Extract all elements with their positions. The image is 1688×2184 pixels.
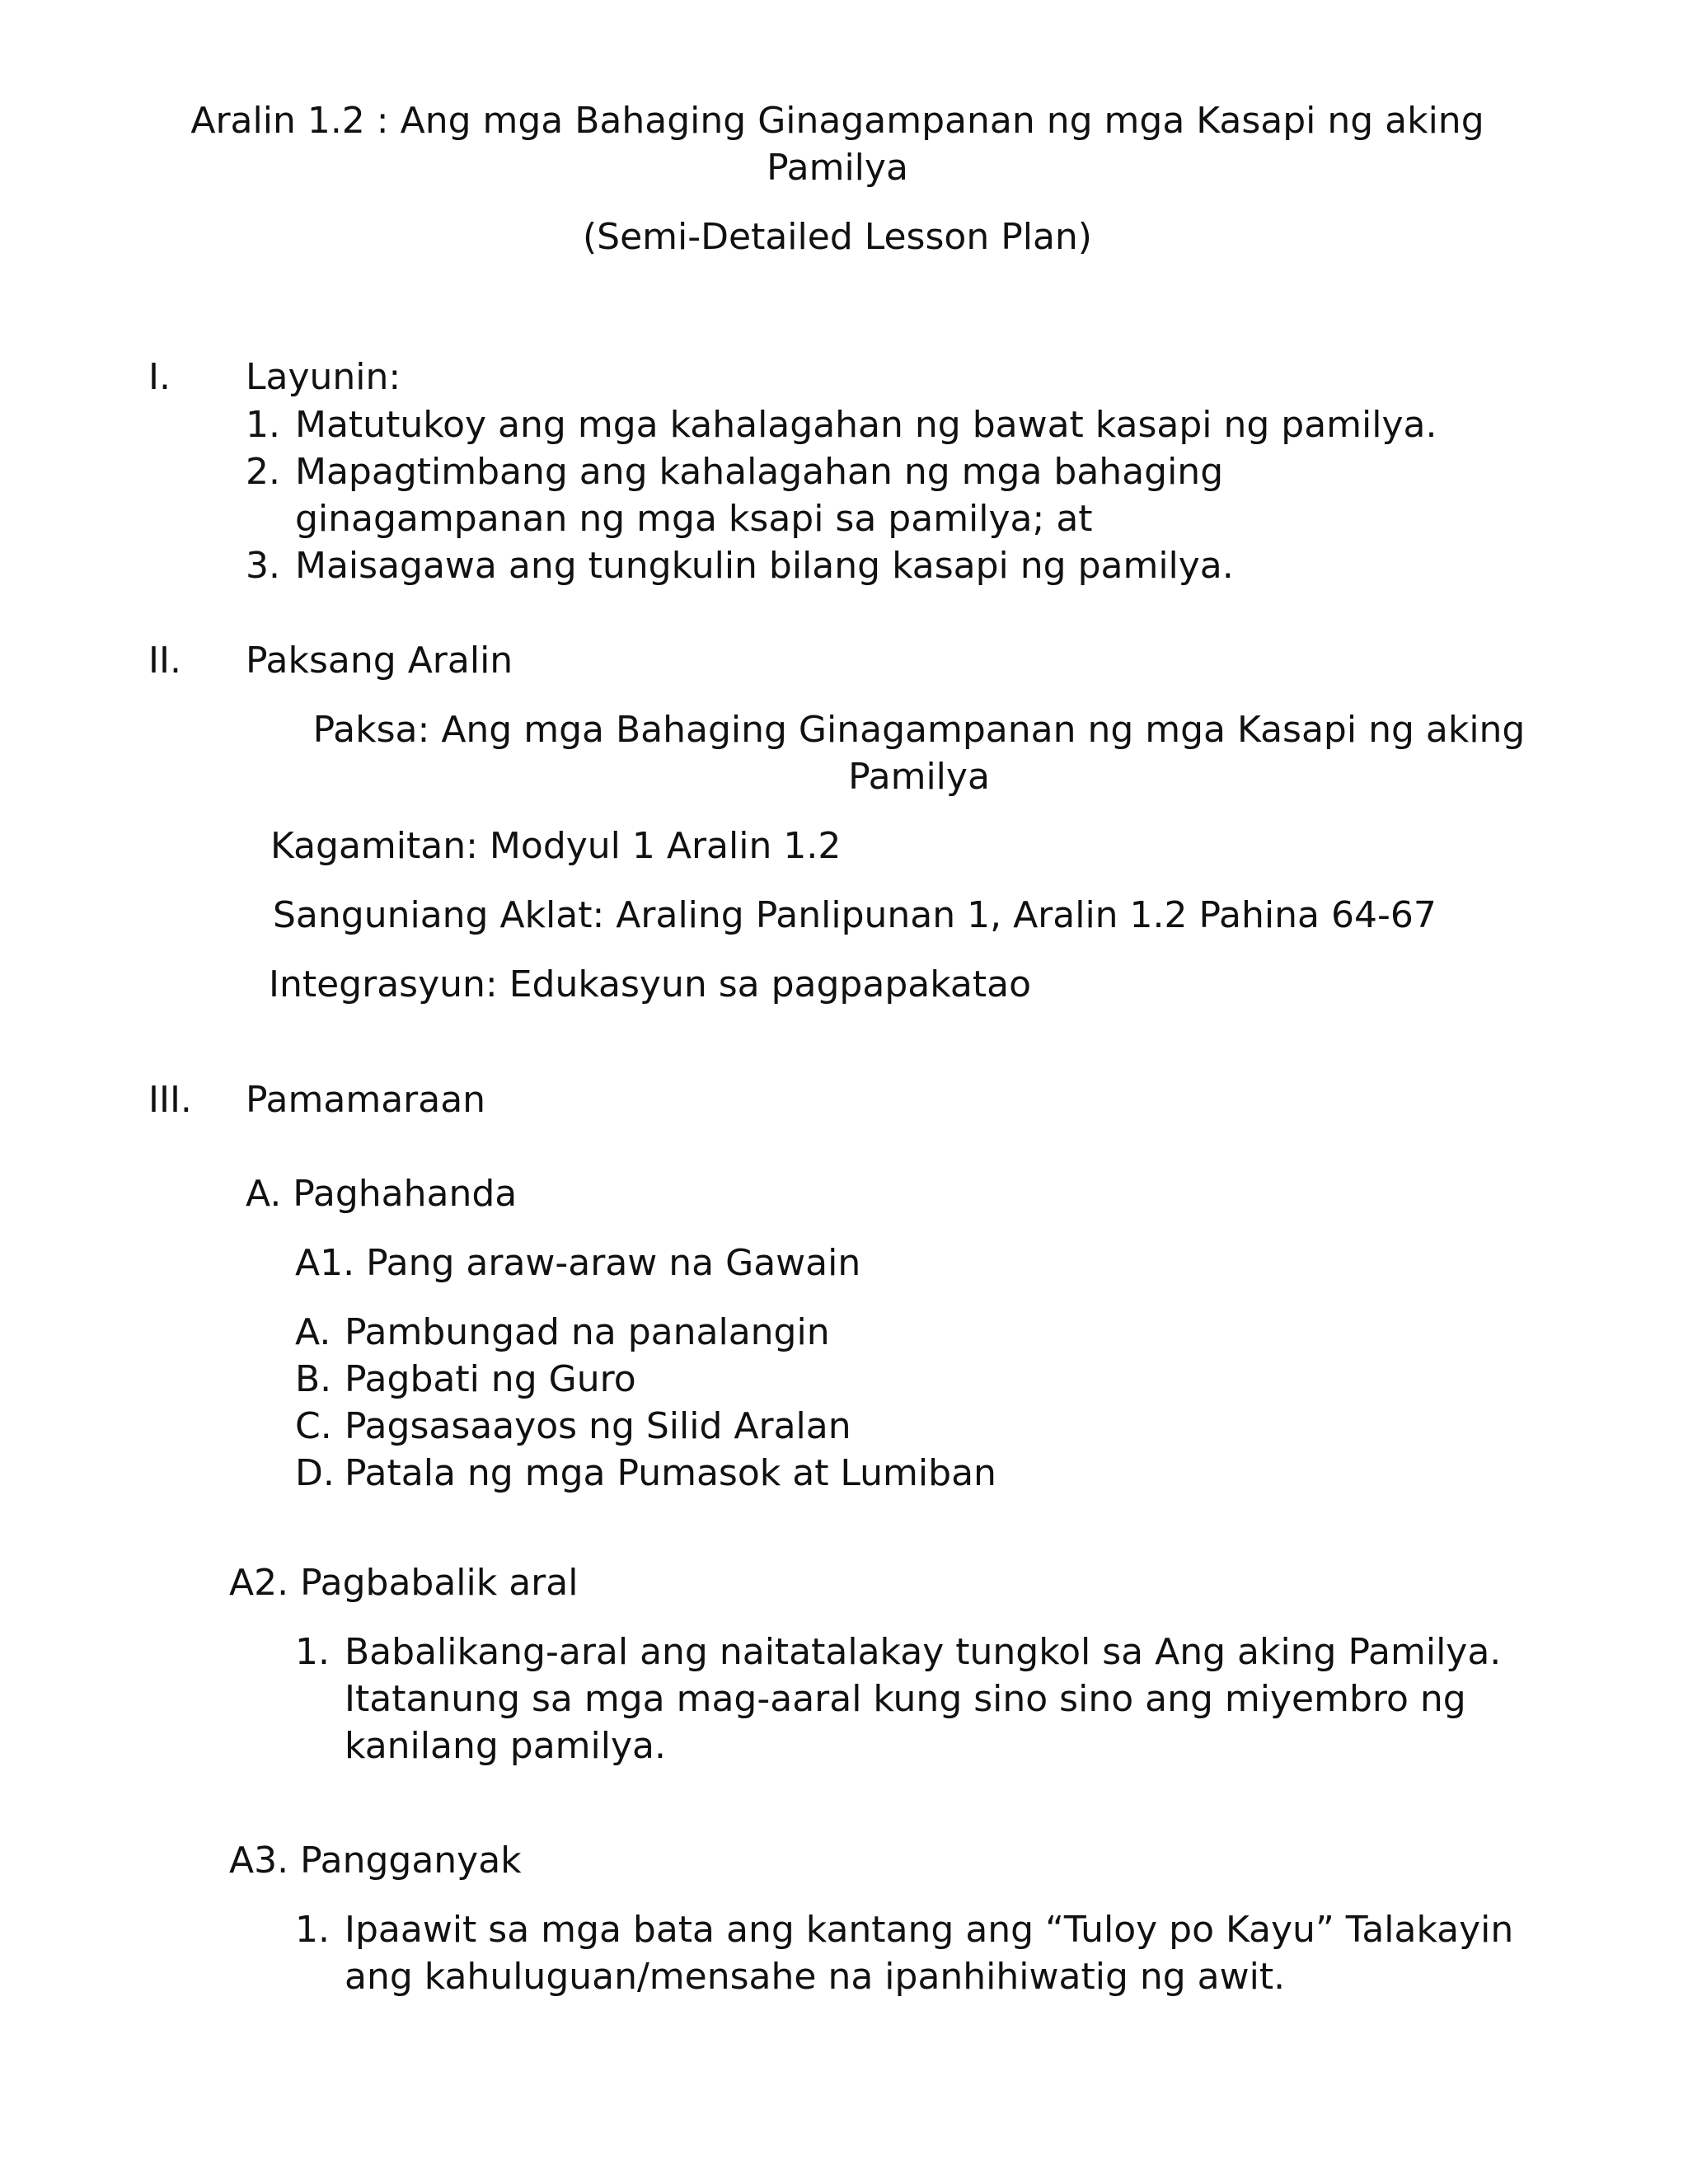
integrasyun-text: Integrasyun: Edukasyun sa pagpapakatao [269,963,1032,1005]
a3-item-1-number: 1. [295,1909,330,1951]
document-subtitle: (Semi-Detailed Lesson Plan) [583,216,1092,258]
a1-item-c-text: Pagsasaayos ng Silid Aralan [345,1405,851,1447]
a2-heading: A2. Pagbabalik aral [229,1562,579,1604]
a2-item-1-number: 1. [295,1631,330,1673]
objective-2-text-line-1: Mapagtimbang ang kahalagahan ng mga bahaging [295,451,1224,493]
a3-heading: A3. Pangganyak [229,1840,522,1882]
a1-heading: A1. Pang araw-araw na Gawain [295,1242,861,1284]
objective-3-number: 3. [246,545,280,587]
paghahanda-heading: A. Paghahanda [246,1173,518,1215]
kagamitan-text: Kagamitan: Modyul 1 Aralin 1.2 [270,825,842,867]
document-title [82,97,1592,191]
title-line-1: Aralin 1.2 : Ang mga Bahaging Ginagampanan ng mga Kasapi ng aking [190,100,1484,142]
a1-item-a-text: Pambungad na panalangin [345,1311,830,1353]
a1-item-c-letter: C. [295,1405,332,1447]
a3-item-1-line-1: Ipaawit sa mga bata ang kantang ang “Tuloy po Kayu” Talakayin [345,1909,1514,1951]
section-1-heading: Layunin: [246,356,401,398]
a1-item-a-letter: A. [295,1311,331,1353]
section-2-heading: Paksang Aralin [246,640,513,682]
a1-item-b-letter: B. [295,1358,332,1400]
objective-2-text-line-2: ginagampanan ng mga ksapi sa pamilya; at [295,498,1093,540]
a1-item-d-text: Patala ng mga Pumasok at Lumiban [345,1452,996,1494]
objective-1-number: 1. [246,404,280,446]
a2-item-1-line-3: kanilang pamilya. [345,1725,666,1767]
title-line-2: Pamilya [767,147,908,189]
section-1-numeral: I. [148,356,171,398]
section-2-numeral: II. [148,640,181,682]
objective-1-text: Matutukoy ang mga kahalagahan ng bawat kasapi ng pamilya. [295,404,1437,446]
a1-item-d-letter: D. [295,1452,335,1494]
paksa-line-1: Paksa: Ang mga Bahaging Ginagampanan ng mga Kasapi ng aking [312,709,1526,751]
section-3-numeral: III. [148,1079,192,1121]
a2-item-1-line-2: Itatanung sa mga mag-aaral kung sino sino ang miyembro ng [345,1678,1466,1720]
objective-2-number: 2. [246,451,280,493]
objective-3-text: Maisagawa ang tungkulin bilang kasapi ng pamilya. [295,545,1234,587]
a2-item-1-line-1: Babalikang-aral ang naitatalakay tungkol sa Ang aking Pamilya. [345,1631,1502,1673]
paksa-block [247,706,1591,800]
section-3-heading: Pamamaraan [246,1079,486,1121]
a3-item-1-line-2: ang kahuluguan/mensahe na ipanhihiwatig ng awit. [345,1956,1286,1998]
sanguniang-aklat-text: Sanguniang Aklat: Araling Panlipunan 1, Aralin 1.2 Pahina 64-67 [273,894,1437,936]
a1-item-b-text: Pagbati ng Guro [345,1358,636,1400]
paksa-line-2: Pamilya [848,756,990,798]
